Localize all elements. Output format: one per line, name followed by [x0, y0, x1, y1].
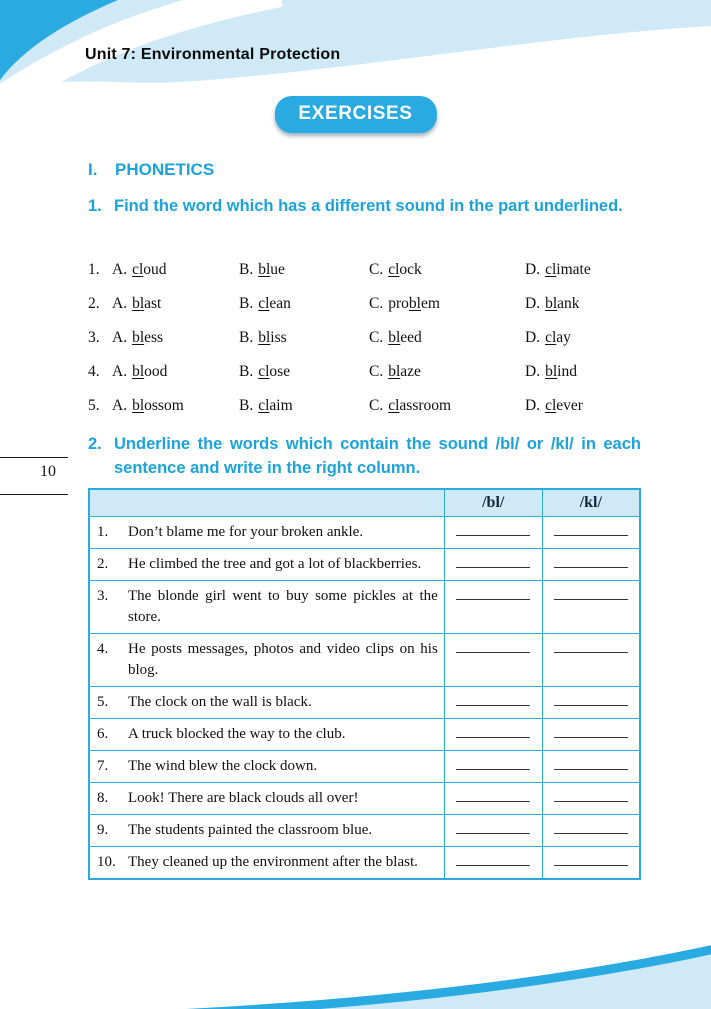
sentence-number: 2.: [97, 555, 109, 572]
table-header-row: [89, 489, 640, 516]
mc-option: [525, 261, 648, 279]
mc-row-number: 3.: [88, 329, 100, 346]
option-label: B.: [239, 261, 254, 278]
sentence-number: 4.: [97, 640, 109, 657]
option-word: cloud: [132, 261, 167, 278]
underlined-letters: bl: [132, 295, 145, 312]
page-number-rule-bottom: [0, 494, 68, 495]
sentence-text: The clock on the wall is black.: [128, 693, 312, 710]
sentence-text: Look! There are black clouds all over!: [128, 789, 359, 806]
sentence-cell: [89, 686, 444, 718]
sentence-text: The wind blew the clock down.: [128, 757, 318, 774]
answer-blank-bl[interactable]: [456, 643, 530, 653]
option-word: bliss: [258, 329, 287, 346]
underlined-letters: cl: [545, 261, 557, 278]
mc-row: [88, 253, 648, 287]
option-word: climate: [545, 261, 591, 278]
option-word: bleed: [388, 329, 422, 346]
answer-blank-bl[interactable]: [456, 590, 530, 600]
answer-blank-bl[interactable]: [456, 558, 530, 568]
sentence-cell: [89, 633, 444, 686]
sentence-cell: [89, 750, 444, 782]
kl-answer-cell: [542, 750, 640, 782]
answer-blank-kl[interactable]: [554, 760, 628, 770]
sentence-text: The students painted the classroom blue.: [128, 821, 373, 838]
answer-blank-bl[interactable]: [456, 728, 530, 738]
section-number: I.: [88, 160, 98, 179]
page-number: 10: [40, 463, 56, 480]
option-label: A.: [112, 295, 128, 312]
option-label: D.: [525, 397, 541, 414]
mc-row: [88, 355, 648, 389]
option-label: C.: [369, 329, 384, 346]
option-label: A.: [112, 397, 128, 414]
underlined-letters: bl: [258, 261, 271, 278]
answer-blank-kl[interactable]: [554, 728, 628, 738]
option-word: blank: [545, 295, 580, 312]
sentence-number: 9.: [97, 821, 109, 838]
sentence-text: They cleaned up the environment after the blast.: [128, 853, 418, 870]
table-header-kl: /kl/: [542, 489, 640, 516]
bl-answer-cell: [444, 718, 542, 750]
underlined-letters: cl: [132, 261, 144, 278]
sentence-text: A truck blocked the way to the club.: [128, 725, 346, 742]
mc-option: [369, 397, 525, 415]
exercise1-heading: [88, 194, 641, 218]
kl-answer-cell: [542, 633, 640, 686]
option-label: C.: [369, 295, 384, 312]
sentence-inner: [97, 639, 439, 681]
option-label: A.: [112, 261, 128, 278]
option-word: close: [258, 363, 291, 380]
option-word: blue: [258, 261, 285, 278]
bl-answer-cell: [444, 686, 542, 718]
option-label: C.: [369, 261, 384, 278]
sounds-table: [88, 488, 641, 880]
option-label: D.: [525, 329, 541, 346]
mc-option: [525, 329, 648, 347]
sentence-cell: [89, 846, 444, 879]
exercises-badge: [274, 96, 436, 133]
option-label: B.: [239, 363, 254, 380]
option-label: D.: [525, 261, 541, 278]
mc-option: [239, 295, 369, 313]
sentence-inner: [97, 586, 439, 628]
sentence-number: 6.: [97, 725, 109, 742]
option-word: bless: [132, 329, 164, 346]
mc-option: [112, 397, 239, 415]
kl-answer-cell: [542, 718, 640, 750]
exercise2-instruction: Underline the words which contain the sound /bl/ or /kl/ in each sentence and write in the right column.: [114, 435, 641, 477]
kl-answer-cell: [542, 846, 640, 879]
mc-option: [369, 261, 525, 279]
bl-answer-cell: [444, 548, 542, 580]
option-word: blind: [545, 363, 577, 380]
mc-option: [239, 329, 369, 347]
sentence-inner: [97, 756, 439, 777]
table-row: [89, 686, 640, 718]
answer-blank-bl[interactable]: [456, 792, 530, 802]
table-row: [89, 782, 640, 814]
bl-answer-cell: [444, 814, 542, 846]
answer-blank-kl[interactable]: [554, 824, 628, 834]
option-word: blood: [132, 363, 168, 380]
option-label: A.: [112, 363, 128, 380]
option-word: clever: [545, 397, 583, 414]
mc-option: [239, 363, 369, 381]
bl-answer-cell: [444, 633, 542, 686]
underlined-letters: bl: [258, 329, 271, 346]
underlined-letters: bl: [388, 363, 401, 380]
exercise2-heading: [88, 432, 641, 480]
mc-option: [239, 397, 369, 415]
sentence-cell: [89, 516, 444, 548]
option-label: B.: [239, 397, 254, 414]
sentence-inner: [97, 724, 439, 745]
sentence-text: He climbed the tree and got a lot of blackberries.: [128, 555, 422, 572]
underlined-letters: bl: [388, 329, 401, 346]
table-row: [89, 580, 640, 633]
section-heading: [88, 160, 214, 180]
mc-row-number: 2.: [88, 295, 100, 312]
sentence-cell: [89, 782, 444, 814]
sentence-number: 3.: [97, 587, 109, 604]
mc-row: [88, 389, 648, 423]
sentence-number: 10.: [97, 853, 116, 870]
table-header-bl: /bl/: [444, 489, 542, 516]
sentence-text: He posts messages, photos and video clips on his blog.: [128, 640, 438, 678]
kl-answer-cell: [542, 814, 640, 846]
option-label: D.: [525, 363, 541, 380]
sentence-number: 5.: [97, 693, 109, 710]
answer-blank-kl[interactable]: [554, 696, 628, 706]
underlined-letters: bl: [132, 363, 145, 380]
kl-answer-cell: [542, 516, 640, 548]
sentence-cell: [89, 580, 444, 633]
mc-option: [369, 329, 525, 347]
option-word: problem: [388, 295, 440, 312]
sentence-inner: [97, 788, 439, 809]
sentence-text: The blonde girl went to buy some pickles at the store.: [128, 587, 438, 625]
sentence-cell: [89, 548, 444, 580]
page-number-rule-top: [0, 457, 68, 458]
unit-title: Unit 7: Environmental Protection: [85, 46, 341, 63]
mc-option: [112, 363, 239, 381]
answer-blank-kl[interactable]: [554, 590, 628, 600]
sentence-inner: [97, 692, 439, 713]
underlined-letters: bl: [132, 329, 145, 346]
kl-answer-cell: [542, 580, 640, 633]
sentence-number: 1.: [97, 523, 109, 540]
sentence-inner: [97, 820, 439, 841]
answer-blank-bl[interactable]: [456, 526, 530, 536]
option-word: clay: [545, 329, 571, 346]
bottom-decoration: [0, 939, 711, 1009]
mc-option: [525, 363, 648, 381]
mc-option: [525, 295, 648, 313]
option-word: classroom: [388, 397, 452, 414]
table-row: [89, 718, 640, 750]
mc-option: [239, 261, 369, 279]
bl-answer-cell: [444, 782, 542, 814]
option-label: C.: [369, 363, 384, 380]
answer-blank-kl[interactable]: [554, 558, 628, 568]
answer-blank-bl[interactable]: [456, 824, 530, 834]
table-row: [89, 548, 640, 580]
sentence-number: 8.: [97, 789, 109, 806]
underlined-letters: bl: [545, 363, 558, 380]
underlined-letters: bl: [132, 397, 145, 414]
underlined-letters: cl: [388, 397, 400, 414]
exercise1-instruction: Find the word which has a different sound in the part underlined.: [114, 197, 623, 215]
mc-option: [369, 295, 525, 313]
sentence-cell: [89, 814, 444, 846]
mc-row-number: 4.: [88, 363, 100, 380]
underlined-letters: cl: [258, 363, 270, 380]
bl-answer-cell: [444, 580, 542, 633]
underlined-letters: bl: [408, 295, 421, 312]
exercises-badge-label: EXERCISES: [298, 103, 413, 124]
answer-blank-kl[interactable]: [554, 792, 628, 802]
option-label: D.: [525, 295, 541, 312]
exercise2-number: 2.: [88, 435, 102, 453]
option-label: C.: [369, 397, 384, 414]
underlined-letters: bl: [545, 295, 558, 312]
table-row: [89, 516, 640, 548]
table-header-empty: [89, 489, 444, 516]
option-word: claim: [258, 397, 293, 414]
table-row: [89, 814, 640, 846]
mc-option: [112, 261, 239, 279]
underlined-letters: cl: [258, 295, 270, 312]
mc-row: [88, 287, 648, 321]
option-word: blaze: [388, 363, 421, 380]
underlined-letters: cl: [258, 397, 270, 414]
mc-row-number: 5.: [88, 397, 100, 414]
section-title: PHONETICS: [115, 160, 215, 179]
mc-option: [525, 397, 648, 415]
mc-row-number: 1.: [88, 261, 100, 278]
table-row: [89, 750, 640, 782]
mc-option: [369, 363, 525, 381]
underlined-letters: cl: [545, 329, 557, 346]
sentence-inner: [97, 522, 439, 543]
sentence-inner: [97, 554, 439, 575]
kl-answer-cell: [542, 782, 640, 814]
sentence-number: 7.: [97, 757, 109, 774]
answer-blank-bl[interactable]: [456, 760, 530, 770]
table-row: [89, 633, 640, 686]
option-word: clock: [388, 261, 422, 278]
mc-option: [112, 329, 239, 347]
answer-blank-kl[interactable]: [554, 643, 628, 653]
sentence-text: Don’t blame me for your broken ankle.: [128, 523, 364, 540]
option-label: B.: [239, 295, 254, 312]
table-row: [89, 846, 640, 879]
option-word: blossom: [132, 397, 184, 414]
mc-option: [112, 295, 239, 313]
underlined-letters: cl: [545, 397, 557, 414]
option-word: clean: [258, 295, 291, 312]
sentence-inner: [97, 852, 439, 873]
kl-answer-cell: [542, 548, 640, 580]
underlined-letters: cl: [388, 261, 400, 278]
exercise1-options-list: [88, 253, 648, 423]
sentence-cell: [89, 718, 444, 750]
answer-blank-bl[interactable]: [456, 696, 530, 706]
kl-answer-cell: [542, 686, 640, 718]
answer-blank-kl[interactable]: [554, 526, 628, 536]
answer-blank-kl[interactable]: [554, 856, 628, 866]
bl-answer-cell: [444, 846, 542, 879]
mc-row: [88, 321, 648, 355]
bl-answer-cell: [444, 750, 542, 782]
exercise1-number: 1.: [88, 197, 102, 215]
answer-blank-bl[interactable]: [456, 856, 530, 866]
option-label: B.: [239, 329, 254, 346]
option-word: blast: [132, 295, 162, 312]
option-label: A.: [112, 329, 128, 346]
bl-answer-cell: [444, 516, 542, 548]
